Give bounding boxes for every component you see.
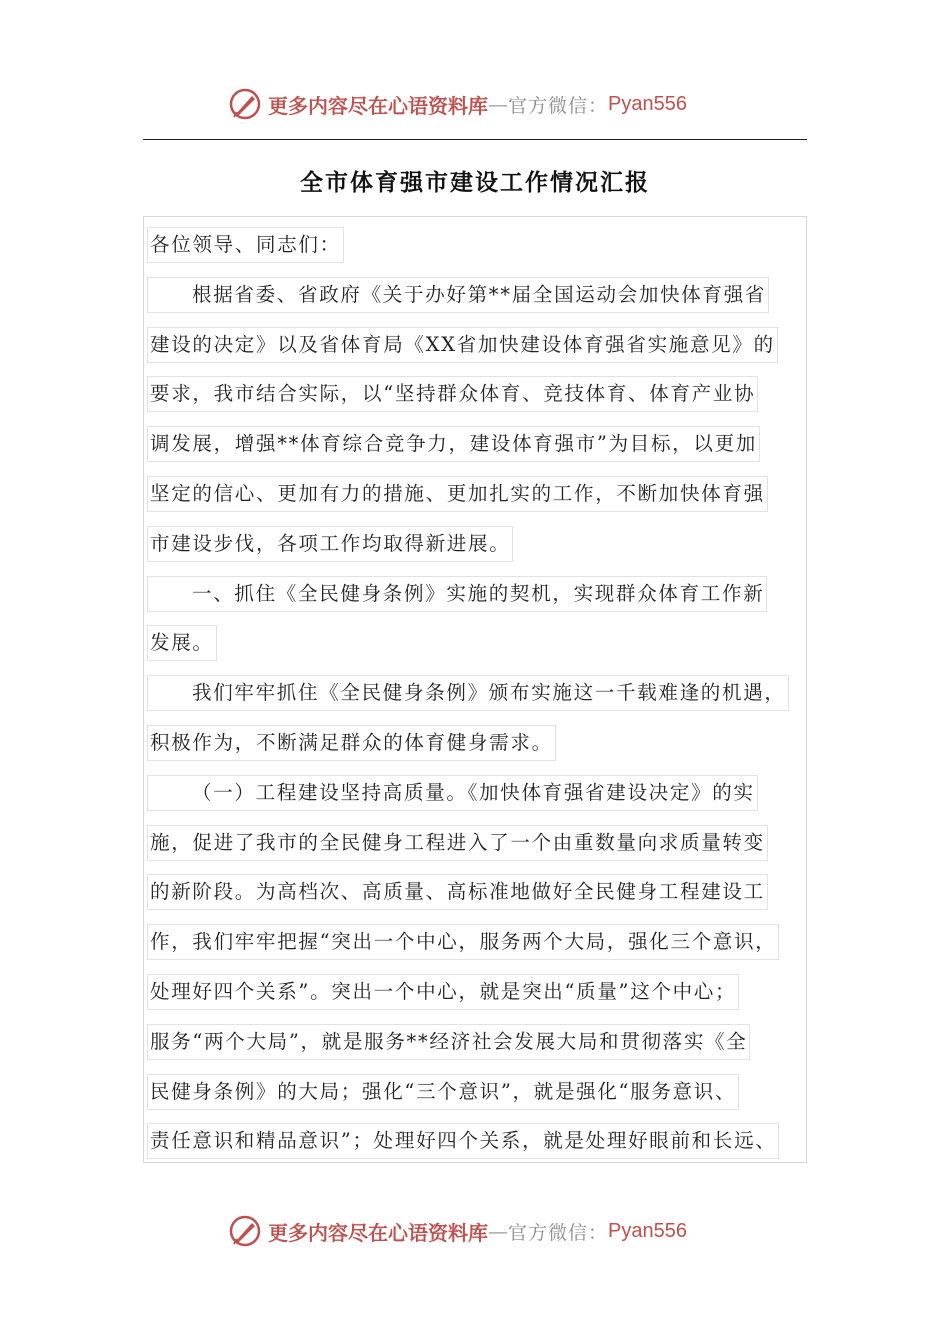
body-line: 一、抓住《全民健身条例》实施的契机，实现群众体育工作新 — [147, 573, 807, 623]
body-line: 坚定的信心、更加有力的措施、更加扎实的工作，不断加快体育强 — [147, 473, 807, 523]
body-line: 建设的决定》以及省体育局《XX省加快建设体育强省实施意见》的 — [147, 324, 807, 374]
body-line: 市建设步伐，各项工作均取得新进展。 — [147, 523, 807, 573]
body-line: 作，我们牢牢把握“突出一个中心，服务两个大局，强化三个意识， — [147, 921, 807, 971]
banner-wechat-id: Pyan556 — [608, 92, 687, 115]
quill-logo-icon — [228, 87, 262, 121]
body-line: 我们牢牢抓住《全民健身条例》颁布实施这一千载难逢的机遇， — [147, 672, 807, 722]
banner-wechat-id: Pyan556 — [608, 1219, 687, 1242]
banner-dash: — — [488, 1219, 508, 1243]
banner-wechat-label: 官方微信： — [508, 94, 609, 117]
banner-dash: — — [488, 92, 508, 116]
footer-banner — [228, 1211, 687, 1251]
body-line: 服务“两个大局”，就是服务**经济社会发展大局和贯彻落实《全 — [147, 1021, 807, 1071]
header-divider — [143, 139, 807, 140]
body-line: （一）工程建设坚持高质量。《加快体育强省建设决定》的实 — [147, 772, 807, 822]
body-line: 施，促进了我市的全民健身工程进入了一个由重数量向求质量转变 — [147, 822, 807, 872]
body-line: 处理好四个关系”。突出一个中心，就是突出“质量”这个中心； — [147, 971, 807, 1021]
body-line: 的新阶段。为高档次、高质量、高标准地做好全民健身工程建设工 — [147, 871, 807, 921]
document-body — [147, 224, 807, 1170]
body-line: 发展。 — [147, 622, 807, 672]
body-line: 要求，我市结合实际，以“坚持群众体育、竞技体育、体育产业协 — [147, 373, 807, 423]
header-banner — [228, 84, 687, 124]
body-line: 根据省委、省政府《关于办好第**届全国运动会加快体育强省 — [147, 274, 807, 324]
banner-brand: 更多内容尽在心语资料库 — [268, 93, 488, 118]
body-line: 责任意识和精品意识”；处理好四个关系，就是处理好眼前和长远、 — [147, 1120, 807, 1170]
body-line: 各位领导、同志们： — [147, 224, 807, 274]
quill-logo-icon — [228, 1214, 262, 1248]
document-title: 全市体育强市建设工作情况汇报 — [300, 169, 650, 196]
banner-wechat-label: 官方微信： — [508, 1221, 609, 1244]
body-line: 民健身条例》的大局；强化“三个意识”，就是强化“服务意识、 — [147, 1071, 807, 1121]
body-line: 调发展，增强**体育综合竞争力，建设体育强市”为目标，以更加 — [147, 423, 807, 473]
banner-brand: 更多内容尽在心语资料库 — [268, 1220, 488, 1245]
body-line: 积极作为，不断满足群众的体育健身需求。 — [147, 722, 807, 772]
